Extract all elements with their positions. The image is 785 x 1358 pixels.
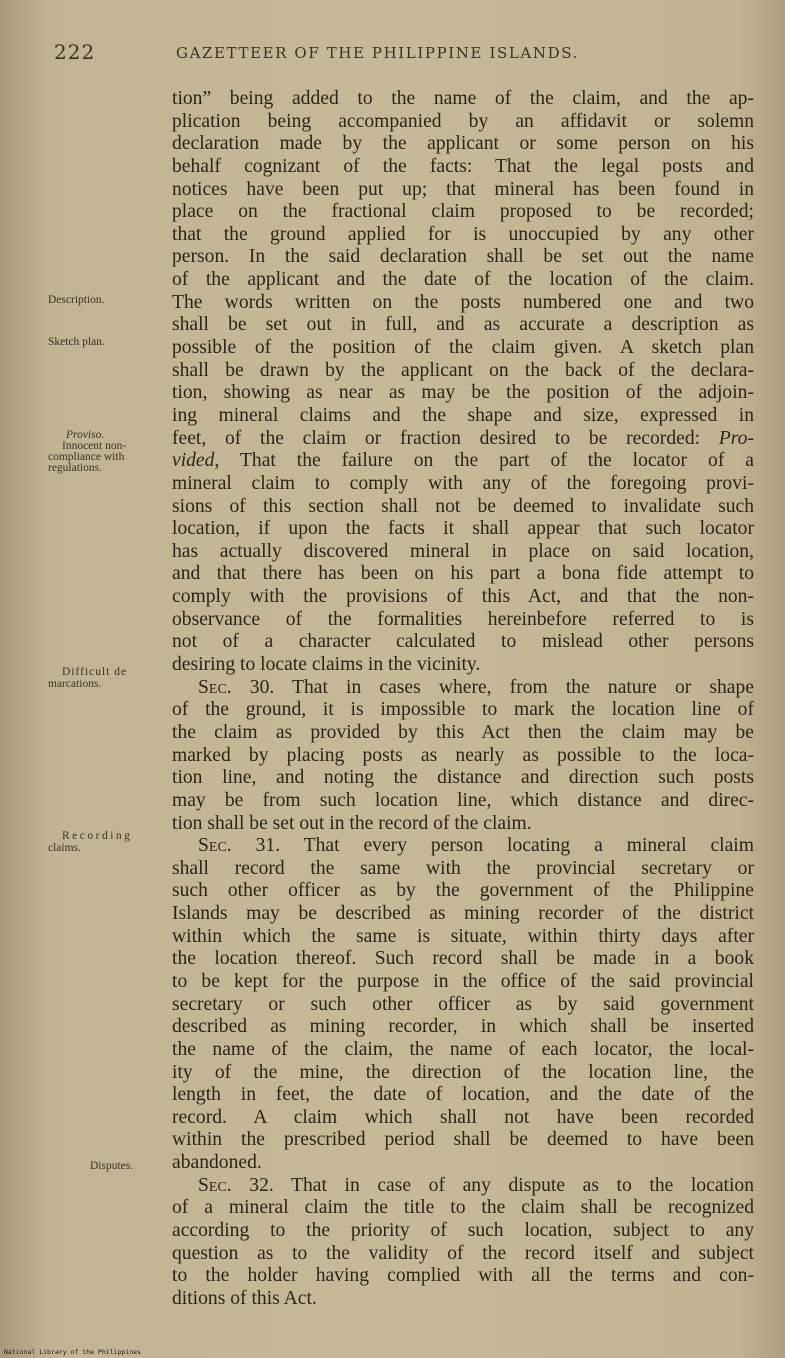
text-line: possible of the position of the claim given. A sketch plan <box>172 337 754 359</box>
margin-note-text: claims. <box>48 842 81 854</box>
text-line <box>172 677 754 700</box>
proviso-word-start: Pro- <box>718 427 754 449</box>
text-line: Islands may be described as mining recorder of the district <box>172 903 754 925</box>
text-line: ity of the mine, the direction of the location line, the <box>172 1061 754 1083</box>
text-line: declaration made by the applicant or some person on his <box>172 133 754 155</box>
text-line: tion shall be set out in the record of the claim. <box>172 812 532 834</box>
text-line: shall record the same with the provincial secretary or <box>172 857 754 879</box>
text-line: marked by placing posts as nearly as possible to the loca- <box>172 744 754 766</box>
text-line: described as mining recorder, in which shall be inserted <box>172 1016 754 1038</box>
margin-note-text: Recording <box>62 830 133 842</box>
text-line: of the ground, it is impossible to mark the location line of <box>172 699 754 721</box>
text-line: vided, That the failure on the part of the locator of a <box>172 450 754 472</box>
text-line: comply with the provisions of this Act, and that the non- <box>172 586 754 608</box>
section-label: Sec. 32. <box>198 1174 274 1196</box>
section-label: Sec. 30. <box>198 676 275 698</box>
margin-note-text: Description. <box>48 294 105 306</box>
text-line: The words written on the posts numbered one and two <box>172 291 754 313</box>
margin-note-text: marcations. <box>48 678 102 690</box>
text-line: behalf cognizant of the facts: That the legal posts and <box>172 155 754 177</box>
text-line: ing mineral claims and the shape and size, expressed in <box>172 404 754 426</box>
text-line: to the holder having complied with all the terms and con- <box>172 1265 754 1287</box>
margin-note-proviso <box>48 430 170 474</box>
text-line-part: That in cases where, from the nature or shape <box>292 676 754 698</box>
text-line: such other officer as by the government of the Philippine <box>172 880 754 902</box>
text-line: tion” being added to the name of the claim, and the ap- <box>172 88 754 109</box>
text-line: desiring to locate claims in the vicinity. <box>172 654 481 676</box>
text-line: tion, showing as near as may be the position of the adjoin- <box>172 382 754 404</box>
text-line: within the prescribed period shall be deemed to have been <box>172 1129 754 1151</box>
margin-note-text: Proviso. <box>66 429 105 441</box>
text-line: plication being accompanied by an affidavit or solemn <box>172 110 754 132</box>
body-text <box>172 88 754 1311</box>
text-line: shall be set out in full, and as accurate a description as <box>172 314 754 336</box>
text-line: the name of the claim, the name of each locator, the local- <box>172 1038 754 1060</box>
text-line: has actually discovered mineral in place on said location, <box>172 540 754 562</box>
margin-note-text: Difficult de <box>62 666 128 678</box>
proviso-word-end: vided <box>172 450 215 472</box>
margin-note-description <box>48 294 170 306</box>
margin-note-difficult-demarcations <box>48 666 170 690</box>
text-line: shall be drawn by the applicant on the back of the declara- <box>172 359 754 381</box>
section-label: Sec. 31. <box>198 835 281 857</box>
margin-note-text: Innocent non- <box>62 440 127 452</box>
text-line <box>172 428 754 451</box>
running-head: GAZETTEER OF THE PHILIPPINE ISLANDS. <box>176 44 579 62</box>
text-line: question as to the validity of the record itself and subject <box>172 1242 754 1264</box>
text-line: to be kept for the purpose in the office of the said provincial <box>172 970 754 992</box>
text-line: that the ground applied for is unoccupied by any other <box>172 223 754 245</box>
text-line-part: That in case of any dispute as to the location <box>291 1174 755 1196</box>
text-line: abandoned. <box>172 1152 262 1174</box>
text-line-part: feet, of the claim or fraction desired to be recorded: <box>172 427 701 449</box>
margin-note-text: compliance with <box>48 451 125 463</box>
margin-note-text: Sketch plan. <box>48 336 105 348</box>
text-line: mineral claim to comply with any of the foregoing provi- <box>172 472 754 494</box>
text-line: ditions of this Act. <box>172 1287 317 1309</box>
text-line-part: That every person locating a mineral claim <box>303 835 754 857</box>
text-line: the claim as provided by this Act then the claim may be <box>172 721 754 743</box>
text-line: of a mineral claim the title to the claim shall be recognized <box>172 1197 754 1219</box>
library-credit: National Library of the Philippines <box>4 1348 141 1356</box>
margin-note-text: Disputes. <box>90 1160 134 1172</box>
text-line: observance of the formalities hereinbefore referred to is <box>172 608 754 630</box>
margin-note-disputes <box>48 1160 170 1172</box>
text-line: secretary or such other officer as by said government <box>172 993 754 1015</box>
text-line: tion line, and noting the distance and direction such posts <box>172 767 754 789</box>
text-line: within which the same is situate, within thirty days after <box>172 925 754 947</box>
text-line: notices have been put up; that mineral has been found in <box>172 178 754 200</box>
text-line: according to the priority of such location, subject to any <box>172 1220 754 1242</box>
text-line: may be from such location line, which distance and direc- <box>172 789 754 811</box>
page-header <box>0 40 785 70</box>
text-line: location, if upon the facts it shall appear that such locator <box>172 518 754 540</box>
text-line: of the applicant and the date of the location of the claim. <box>172 269 754 291</box>
text-line: place on the fractional claim proposed to be recorded; <box>172 201 754 223</box>
margin-note-text: regulations. <box>48 462 102 474</box>
text-line: and that there has been on his part a bona fide attempt to <box>172 563 754 585</box>
text-line: sions of this section shall not be deemed to invalidate such <box>172 495 754 517</box>
text-line: person. In the said declaration shall be set out the name <box>172 246 754 268</box>
text-line <box>172 835 754 858</box>
text-line: record. A claim which shall not have been recorded <box>172 1106 754 1128</box>
text-line: not of a character calculated to mislead other persons <box>172 631 754 653</box>
margin-note-sketch-plan <box>48 336 170 348</box>
text-line <box>172 1175 754 1198</box>
margin-note-recording-claims <box>48 830 170 854</box>
text-line: length in feet, the date of location, and the date of the <box>172 1084 754 1106</box>
text-line: the location thereof. Such record shall be made in a book <box>172 948 754 970</box>
page-number: 222 <box>54 40 96 64</box>
